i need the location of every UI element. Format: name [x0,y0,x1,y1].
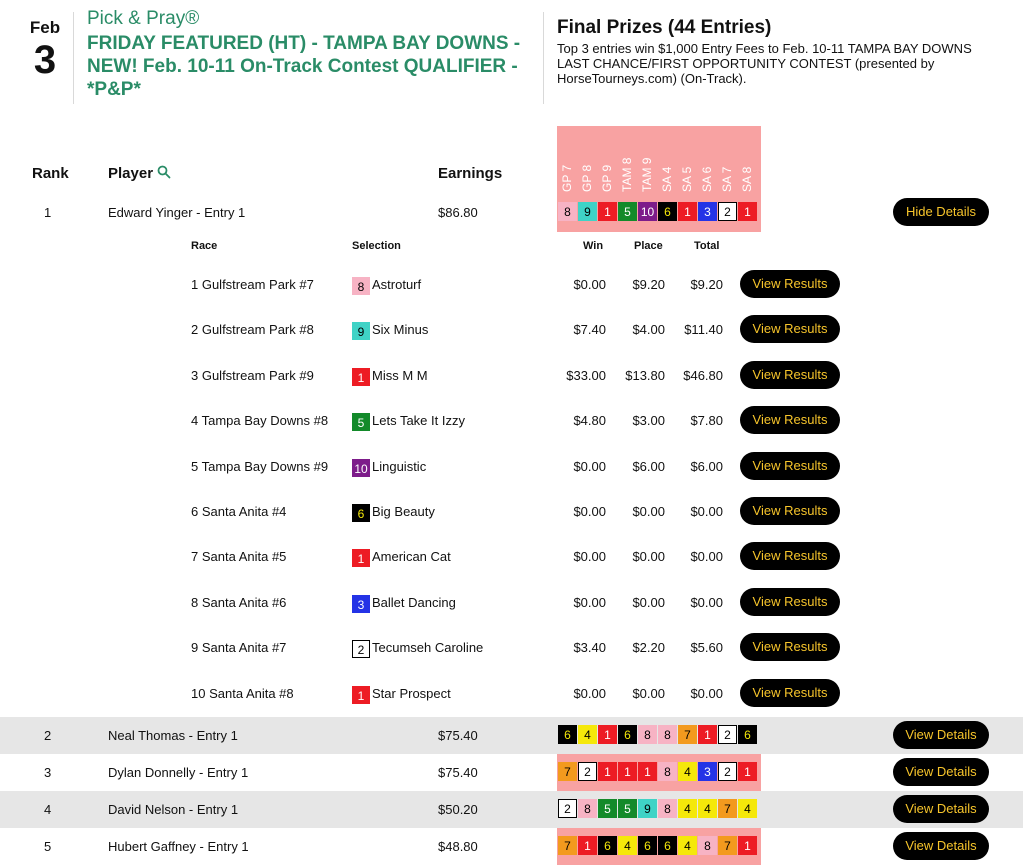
detail-selection-header: Selection [352,240,401,252]
detail-row [0,490,1023,535]
player-name: Edward Yinger - Entry 1 [108,205,246,220]
selection-name: Linguistic [372,458,427,474]
contest-title: FRIDAY FEATURED (HT) - TAMPA BAY DOWNS - NEW! Feb. 10-11 On-Track Contest QUALIFIER - *P&P* [87,33,521,100]
prizes-title: Final Prizes (44 Entries) [557,17,772,38]
selection-name: American Cat [372,549,451,565]
view-details-button[interactable]: View Details [893,758,989,786]
player-name: Hubert Gaffney - Entry 1 [108,839,249,854]
race-name: 7 Santa Anita #5 [191,549,287,565]
race-name: 8 Santa Anita #6 [191,594,287,610]
date-month: Feb [29,18,61,37]
pick-chip: 10 [638,202,657,221]
pick-chip: 1 [598,202,617,221]
header-divider [73,12,74,104]
rank-header: Rank [32,165,69,182]
detail-win-header: Win [583,240,604,252]
pick-chip: 6 [598,836,617,855]
place-amount: $0.00 [632,594,665,610]
win-amount: $0.00 [573,685,606,701]
selection-number: 8 [352,277,370,295]
win-amount: $7.40 [573,322,606,338]
rank-value: 1 [44,205,52,220]
pick-chip: 5 [618,202,637,221]
view-details-button[interactable]: View Details [893,721,989,749]
pick-chip: 2 [578,762,597,781]
search-icon[interactable] [157,165,171,183]
detail-row [0,445,1023,490]
prizes-description: Top 3 entries win $1,000 Entry Fees to Feb. 10-11 TAMPA BAY DOWNS LAST CHANCE/FIRST OPPORTUNITY CONTEST (presented by HorseTourneys.com) (On-Track). [557,41,972,86]
hide-details-button[interactable]: Hide Details [893,198,989,226]
total-amount: $6.00 [690,458,723,474]
race-column-headers [557,128,761,194]
detail-row [0,354,1023,399]
race-header-label: TAM 8 [620,157,634,192]
pick-chip: 1 [638,762,657,781]
rank-value: 3 [44,765,52,780]
view-results-button[interactable]: View Results [740,588,840,616]
race-name: 1 Gulfstream Park #7 [191,277,314,292]
player-header [108,165,171,183]
win-amount: $0.00 [573,504,606,519]
pick-chip: 6 [638,836,657,855]
race-name: 3 Gulfstream Park #9 [191,367,314,383]
pick-chip: 1 [578,836,597,855]
view-results-button[interactable]: View Results [740,406,840,434]
view-results-button[interactable]: View Results [740,315,840,343]
detail-place-header: Place [634,240,663,252]
pick-chip: 4 [738,799,757,818]
player-name: David Nelson - Entry 1 [108,802,239,817]
pick-chip: 1 [738,836,757,855]
race-name: 10 Santa Anita #8 [191,685,294,701]
pick-chips [557,799,757,820]
detail-race-header: Race [191,240,218,252]
player-name: Dylan Donnelly - Entry 1 [108,765,249,780]
table-row [0,717,1023,754]
race-header-label: SA 6 [700,166,714,192]
pick-chip: 1 [618,762,637,781]
race-header-label: SA 5 [680,166,694,192]
selection-name: Tecumseh Caroline [372,640,484,656]
race-name: 9 Santa Anita #7 [191,640,287,656]
win-amount: $0.00 [573,549,606,565]
pick-chip: 7 [718,836,737,855]
selection-number: 1 [352,368,370,386]
selection-number: 2 [352,640,370,658]
view-results-button[interactable]: View Results [740,633,840,661]
pick-chip: 8 [558,202,577,221]
selection-number: 10 [352,459,370,477]
race-name: 5 Tampa Bay Downs #9 [191,458,329,474]
win-amount: $0.00 [573,594,606,610]
pick-chip: 6 [558,725,577,744]
pick-chip: 4 [698,799,717,818]
place-amount: $6.00 [632,458,665,474]
detail-total-header: Total [694,240,720,252]
total-amount: $46.80 [683,367,723,383]
total-amount: $7.80 [690,413,723,429]
earnings-value: $75.40 [438,728,478,743]
earnings-value: $75.40 [438,765,478,780]
view-results-button[interactable]: View Results [740,361,840,389]
pick-chip: 8 [578,799,597,818]
pick-chip: 1 [598,762,617,781]
earnings-value: $48.80 [438,839,478,854]
pick-chip: 7 [558,836,577,855]
race-header-label: SA 8 [740,166,754,192]
view-results-button[interactable]: View Results [740,542,840,570]
race-header [618,128,638,192]
selection-name: Ballet Dancing [372,594,456,610]
race-header-label: GP 8 [580,164,594,192]
pick-chips [557,762,757,783]
pick-chip: 7 [558,762,577,781]
selection-number: 1 [352,549,370,567]
race-name: 4 Tampa Bay Downs #8 [191,413,329,429]
pick-chips [557,725,757,746]
pick-chip: 6 [658,836,677,855]
header-divider-2 [543,12,544,104]
race-header [598,128,618,192]
pick-chip: 7 [718,799,737,818]
table-row [0,754,1023,791]
detail-row [0,535,1023,580]
pick-chip: 2 [718,202,737,221]
race-header [718,128,738,192]
pick-chip: 6 [618,725,637,744]
pick-chip: 8 [658,725,677,744]
pick-chip: 8 [698,836,717,855]
race-header-label: TAM 9 [640,157,654,192]
view-results-button[interactable]: View Results [740,497,840,525]
view-results-button[interactable]: View Results [740,270,840,298]
pick-chip: 7 [678,725,697,744]
pick-chip: 8 [658,799,677,818]
detail-row [0,263,1023,308]
win-amount: $0.00 [573,458,606,474]
detail-row [0,581,1023,626]
pick-chip: 2 [718,725,737,744]
selection-name: Astroturf [372,277,422,292]
place-amount: $0.00 [632,549,665,565]
pick-chips [557,836,757,857]
pick-chip: 6 [738,725,757,744]
pick-chip: 4 [618,836,637,855]
detail-row [0,672,1023,717]
rank-value: 5 [44,839,52,854]
pick-chip: 1 [598,725,617,744]
player-header-label: Player [108,165,154,182]
contest-brand: Pick & Pray® [87,8,200,29]
race-name: 6 Santa Anita #4 [191,504,287,519]
selection-number: 1 [352,686,370,704]
total-amount: $0.00 [690,549,723,565]
pick-chip: 8 [638,725,657,744]
pick-chip: 4 [678,762,697,781]
view-results-button[interactable]: View Results [740,679,840,707]
detail-row [0,399,1023,444]
pick-chip: 4 [678,799,697,818]
pick-chip: 3 [698,202,717,221]
total-amount: $0.00 [690,504,723,519]
view-details-button[interactable]: View Details [893,832,989,860]
win-amount: $4.80 [573,413,606,429]
table-row [0,828,1023,865]
total-amount: $11.40 [684,322,723,338]
rank-value: 4 [44,802,52,817]
total-amount: $0.00 [690,685,723,701]
place-amount: $4.00 [632,322,665,338]
race-header [558,128,578,192]
selection-name: Star Prospect [372,685,451,701]
selection-number: 5 [352,413,370,431]
place-amount: $9.20 [632,277,665,292]
pick-chip: 1 [698,725,717,744]
pick-chip: 6 [658,202,677,221]
total-amount: $0.00 [690,594,723,610]
selection-name: Lets Take It Izzy [372,413,465,429]
selection-number: 6 [352,504,370,522]
place-amount: $0.00 [632,504,665,519]
contest-date [27,18,63,80]
race-header [658,128,678,192]
selection-name: Six Minus [372,322,429,338]
view-results-button[interactable]: View Results [740,452,840,480]
pick-chip: 4 [678,836,697,855]
pick-chip: 1 [678,202,697,221]
pick-chip: 3 [698,762,717,781]
pick-chip: 2 [558,799,577,818]
race-header [578,128,598,192]
race-header-label: GP 7 [560,164,574,192]
total-amount: $5.60 [690,640,723,656]
race-header [698,128,718,192]
pick-chip: 8 [658,762,677,781]
rank-value: 2 [44,728,52,743]
pick-chip: 1 [738,762,757,781]
pick-chip: 9 [578,202,597,221]
race-name: 2 Gulfstream Park #8 [191,322,314,338]
earnings-value: $50.20 [438,802,478,817]
win-amount: $3.40 [573,640,606,656]
earnings-header: Earnings [438,165,503,182]
place-amount: $2.20 [632,640,665,656]
selection-name: Big Beauty [372,504,435,519]
pick-chip: 1 [738,202,757,221]
selection-number: 3 [352,595,370,613]
selection-number: 9 [352,322,370,340]
table-row [0,194,1023,231]
player-name: Neal Thomas - Entry 1 [108,728,238,743]
pick-chip: 9 [638,799,657,818]
race-header-label: SA 4 [660,166,674,192]
table-row [0,791,1023,828]
race-header [738,128,758,192]
race-header [638,128,658,192]
earnings-value: $86.80 [438,205,478,220]
place-amount: $13.80 [625,367,665,383]
race-header [678,128,698,192]
view-details-button[interactable]: View Details [893,795,989,823]
pick-chip: 4 [578,725,597,744]
pick-chips [557,202,757,223]
detail-row [0,626,1023,671]
win-amount: $33.00 [566,367,606,383]
place-amount: $3.00 [632,413,665,429]
pick-chip: 5 [598,799,617,818]
selection-name: Miss M M [372,367,428,383]
date-day: 3 [33,38,57,82]
total-amount: $9.20 [690,277,723,292]
detail-row [0,308,1023,353]
pick-chip: 5 [618,799,637,818]
pick-chip: 2 [718,762,737,781]
place-amount: $0.00 [632,685,665,701]
race-header-label: GP 9 [600,164,614,192]
race-header-label: SA 7 [720,166,734,192]
win-amount: $0.00 [573,277,606,292]
